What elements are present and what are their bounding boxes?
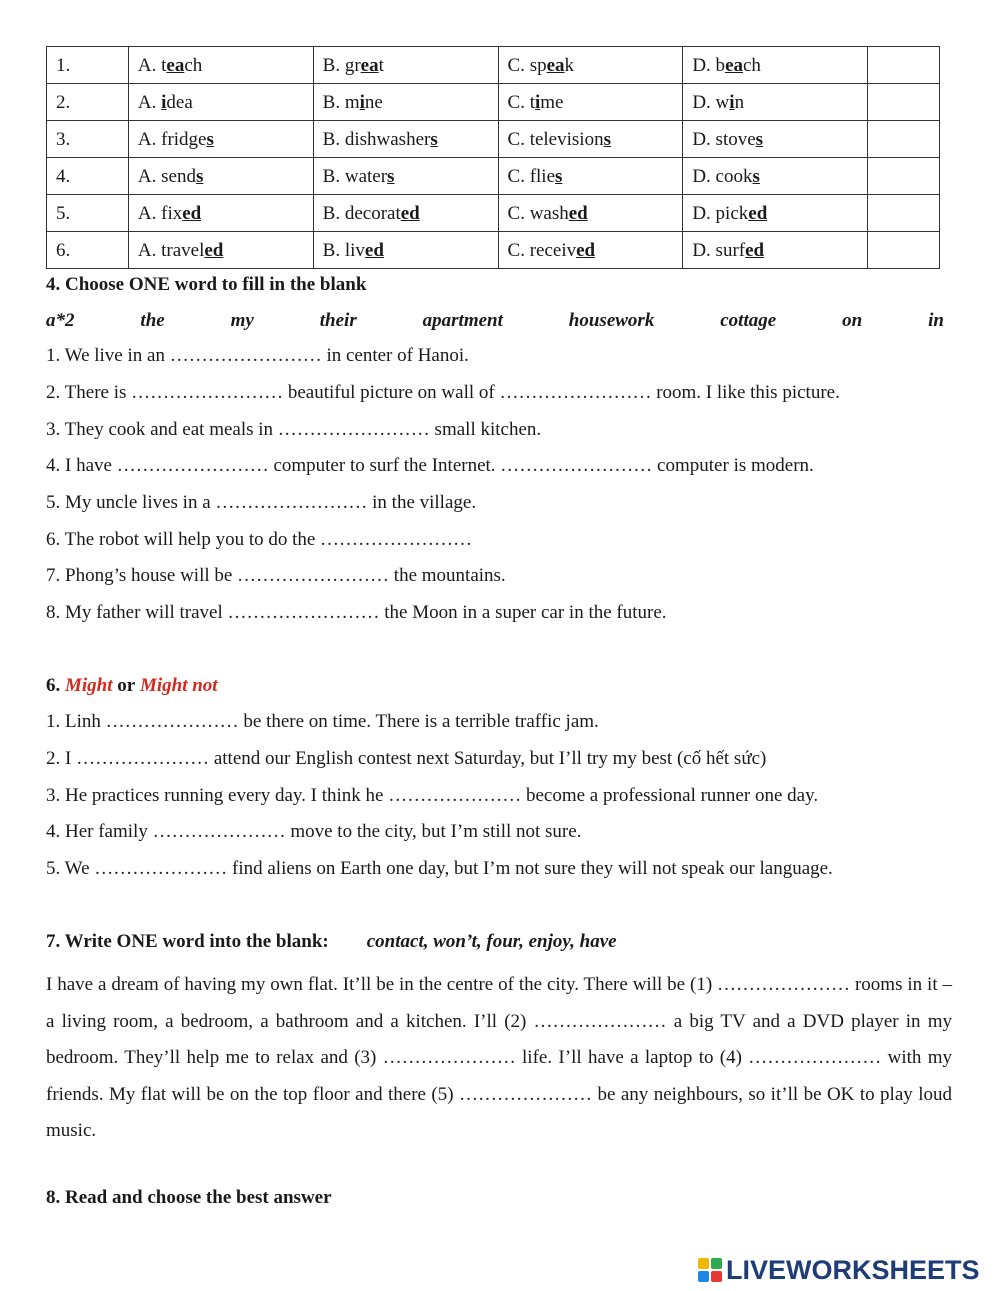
- answer-option: [128, 47, 313, 84]
- option-text: ch: [743, 54, 761, 76]
- option-text: A. fridge: [137, 128, 207, 150]
- answer-option: [683, 84, 868, 121]
- answer-option: [128, 121, 313, 158]
- answer-option: [313, 47, 498, 84]
- highlighted-letters: i: [729, 91, 735, 113]
- option-text: B. m: [322, 91, 360, 113]
- might-label: Might: [65, 675, 113, 696]
- pronunciation-row: [47, 121, 940, 158]
- logo-text: LIVEWORKSHEETS: [726, 1254, 980, 1285]
- word-bank-item: apartment: [422, 310, 503, 331]
- question-number: 6.: [47, 232, 129, 269]
- option-text: n: [734, 91, 745, 113]
- word-bank-item: a*2: [46, 310, 75, 331]
- pronunciation-table: [46, 46, 940, 269]
- question-number: 4.: [47, 158, 129, 195]
- logo-square: [698, 1271, 709, 1282]
- highlighted-letters: s: [387, 165, 395, 187]
- pronunciation-row: [47, 47, 940, 84]
- logo-square: [711, 1258, 722, 1269]
- section6-question-2: 2. I ………………… attend our English contest next Saturday, but I’ll try my best (cố hết sức): [46, 748, 767, 769]
- highlighted-letters: i: [161, 91, 167, 113]
- answer-option: [313, 232, 498, 269]
- pronunciation-row: [47, 158, 940, 195]
- section4-heading: 4. Choose ONE word to fill in the blank: [46, 274, 367, 295]
- section7-heading-row: [46, 931, 617, 953]
- highlighted-letters: s: [206, 128, 214, 150]
- option-text: A.: [137, 91, 162, 113]
- option-text: A. t: [137, 54, 167, 76]
- word-bank-item: housework: [568, 310, 655, 331]
- section6-heading: [46, 675, 218, 697]
- answer-option: [683, 195, 868, 232]
- question-number: 5.: [47, 195, 129, 232]
- option-text: dea: [166, 91, 193, 113]
- highlighted-letters: s: [555, 165, 563, 187]
- highlighted-letters: s: [430, 128, 438, 150]
- answer-box[interactable]: [868, 47, 940, 84]
- option-text: t: [378, 54, 384, 76]
- option-text: D. stove: [692, 128, 756, 150]
- liveworksheets-logo: [698, 1254, 980, 1285]
- answer-option: [313, 84, 498, 121]
- section4-question-1: 1. We live in an …………………… in center of Hanoi.: [46, 345, 469, 366]
- highlighted-letters: ed: [748, 202, 768, 224]
- highlighted-letters: s: [603, 128, 611, 150]
- answer-option: [498, 158, 683, 195]
- answer-box[interactable]: [868, 195, 940, 232]
- answer-option: [498, 195, 683, 232]
- highlighted-letters: ed: [576, 239, 596, 261]
- option-text: D. b: [692, 54, 726, 76]
- logo-square: [711, 1271, 722, 1282]
- answer-option: [128, 195, 313, 232]
- option-text: D. surf: [692, 239, 746, 261]
- or-label: or: [117, 675, 136, 696]
- answer-option: [128, 84, 313, 121]
- question-number: 2.: [47, 84, 129, 121]
- highlighted-letters: ed: [568, 202, 588, 224]
- section7-paragraph: I have a dream of having my own flat. It’ll be in the centre of the city. There will be (1) ………………… rooms in it – a living room, a bedroom, a bathroom and a kitchen. I’ll (2) ………………… a big TV and a DVD player in my bedroom. They’ll help me to relax and (3) ………………… life. I’ll have a laptop to (4) ………………… with my friends. My flat will be on the top floor and there (5) ………………… be any neighbours, so it’ll be OK to play loud music.: [46, 974, 952, 1142]
- highlighted-letters: s: [752, 165, 760, 187]
- section4-question-3: 3. They cook and eat meals in …………………… small kitchen.: [46, 419, 542, 440]
- option-text: D. pick: [692, 202, 749, 224]
- answer-option: [498, 121, 683, 158]
- logo-mark-icon: [698, 1258, 722, 1282]
- highlighted-letters: ed: [204, 239, 224, 261]
- pronunciation-row: [47, 232, 940, 269]
- section4-question-2: 2. There is …………………… beautiful picture on wall of …………………… room. I like this picture.: [46, 382, 840, 403]
- word-bank-item: my: [230, 310, 254, 331]
- logo-square: [698, 1258, 709, 1269]
- option-text: A. send: [137, 165, 196, 187]
- section6-number: 6.: [46, 675, 61, 696]
- answer-box[interactable]: [868, 84, 940, 121]
- option-text: C. sp: [507, 54, 547, 76]
- option-text: D. cook: [692, 165, 753, 187]
- highlighted-letters: ea: [360, 54, 379, 76]
- highlighted-letters: ed: [182, 202, 202, 224]
- highlighted-letters: s: [195, 165, 204, 187]
- answer-option: [128, 158, 313, 195]
- section4-question-5: 5. My uncle lives in a …………………… in the village.: [46, 492, 477, 513]
- section4-word-bank: [46, 310, 944, 332]
- answer-box[interactable]: [868, 121, 940, 158]
- section4-question-7: 7. Phong’s house will be …………………… the mountains.: [46, 565, 506, 586]
- highlighted-letters: ea: [546, 54, 565, 76]
- highlighted-letters: ed: [364, 239, 384, 261]
- highlighted-letters: ea: [725, 54, 743, 76]
- answer-box[interactable]: [868, 232, 940, 269]
- option-text: B. gr: [322, 54, 361, 76]
- option-text: k: [564, 54, 575, 76]
- section6-question-4: 4. Her family ………………… move to the city, but I’m still not sure.: [46, 821, 582, 842]
- answer-option: [498, 84, 683, 121]
- highlighted-letters: ed: [400, 202, 420, 224]
- might-not-label: Might not: [139, 675, 218, 696]
- option-text: A. travel: [137, 239, 205, 261]
- option-text: ne: [364, 91, 383, 113]
- option-text: A. fix: [137, 202, 183, 224]
- answer-option: [683, 47, 868, 84]
- answer-option: [498, 232, 683, 269]
- word-bank-item: in: [928, 310, 944, 331]
- highlighted-letters: i: [359, 91, 365, 113]
- question-number: 3.: [47, 121, 129, 158]
- section4-question-6: 6. The robot will help you to do the ……………………: [46, 529, 473, 550]
- option-text: D. w: [692, 91, 730, 113]
- section7-word-bank: contact, won’t, four, enjoy, have: [366, 931, 617, 952]
- answer-box[interactable]: [868, 158, 940, 195]
- section4-question-4: 4. I have …………………… computer to surf the Internet. …………………… computer is modern.: [46, 455, 814, 476]
- section4-question-8: 8. My father will travel …………………… the Moon in a super car in the future.: [46, 602, 667, 623]
- answer-option: [683, 232, 868, 269]
- highlighted-letters: ea: [166, 54, 185, 76]
- section7-heading: 7. Write ONE word into the blank:: [46, 931, 329, 952]
- word-bank-item: the: [140, 310, 165, 331]
- option-text: C. television: [507, 128, 604, 150]
- section6-question-5: 5. We ………………… find aliens on Earth one day, but I’m not sure they will not speak our language.: [46, 858, 833, 879]
- pronunciation-row: [47, 84, 940, 121]
- option-text: C. flie: [507, 165, 556, 187]
- highlighted-letters: ed: [745, 239, 765, 261]
- answer-option: [313, 158, 498, 195]
- question-number: 1.: [47, 47, 129, 84]
- highlighted-letters: i: [534, 91, 541, 113]
- pronunciation-row: [47, 195, 940, 232]
- option-text: me: [540, 91, 564, 113]
- answer-option: [498, 47, 683, 84]
- option-text: B. dishwasher: [322, 128, 431, 150]
- answer-option: [683, 121, 868, 158]
- option-text: C. t: [507, 91, 535, 113]
- answer-option: [313, 195, 498, 232]
- word-bank-item: on: [842, 310, 863, 331]
- answer-option: [683, 158, 868, 195]
- section8-heading: 8. Read and choose the best answer: [46, 1187, 332, 1208]
- section6-question-3: 3. He practices running every day. I think he ………………… become a professional runner one day.: [46, 785, 819, 806]
- option-text: B. liv: [322, 239, 365, 261]
- word-bank-item: cottage: [720, 310, 777, 331]
- option-text: C. wash: [507, 202, 569, 224]
- answer-option: [128, 232, 313, 269]
- option-text: B. decorat: [322, 202, 401, 224]
- option-text: C. receiv: [507, 239, 577, 261]
- answer-option: [313, 121, 498, 158]
- highlighted-letters: s: [755, 128, 764, 150]
- option-text: B. water: [322, 165, 388, 187]
- option-text: ch: [184, 54, 203, 76]
- word-bank-item: their: [319, 310, 357, 331]
- section6-question-1: 1. Linh ………………… be there on time. There is a terrible traffic jam.: [46, 711, 599, 732]
